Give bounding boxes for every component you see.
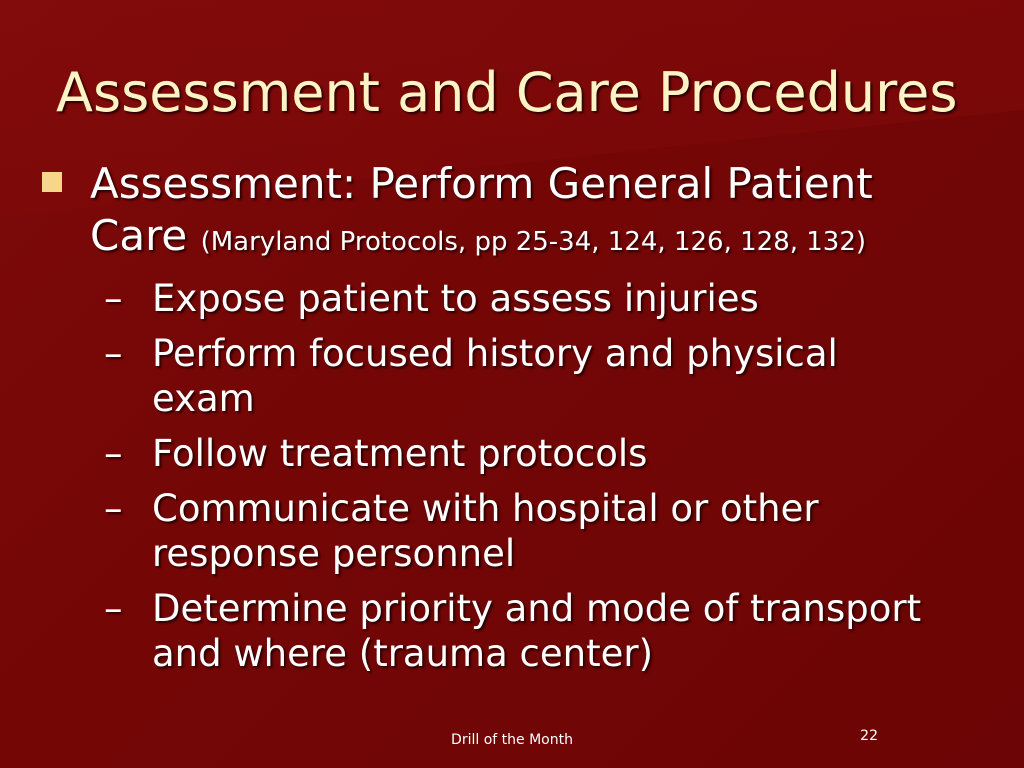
dash-icon: –: [104, 432, 123, 475]
footer-text: Drill of the Month: [451, 732, 573, 748]
main-bullet: [42, 158, 982, 268]
dash-icon: –: [104, 332, 123, 375]
list-item: [104, 276, 944, 321]
list-item: [104, 586, 944, 676]
list-item-text: Determine priority and mode of transport and where (trauma center): [152, 587, 922, 675]
main-bullet-text: [90, 158, 982, 268]
main-bullet-label: Assessment: Perform General Patient Care: [90, 159, 873, 260]
dash-icon: –: [104, 487, 123, 530]
square-bullet-icon: [42, 172, 62, 192]
dash-icon: –: [104, 587, 123, 630]
list-item-text: Communicate with hospital or other response personnel: [152, 487, 819, 575]
protocol-reference: (Maryland Protocols, pp 25-34, 124, 126, 128, 132): [200, 227, 867, 257]
list-item-text: Perform focused history and physical exam: [152, 332, 838, 420]
sub-bullet-list: [104, 276, 944, 686]
slide-title: Assessment and Care Procedures: [56, 61, 958, 124]
dash-icon: –: [104, 277, 123, 320]
list-item: [104, 486, 944, 576]
list-item-text: Follow treatment protocols: [152, 432, 648, 475]
list-item: [104, 431, 944, 476]
list-item: [104, 331, 944, 421]
list-item-text: Expose patient to assess injuries: [152, 277, 759, 320]
page-number: 22: [860, 728, 878, 744]
